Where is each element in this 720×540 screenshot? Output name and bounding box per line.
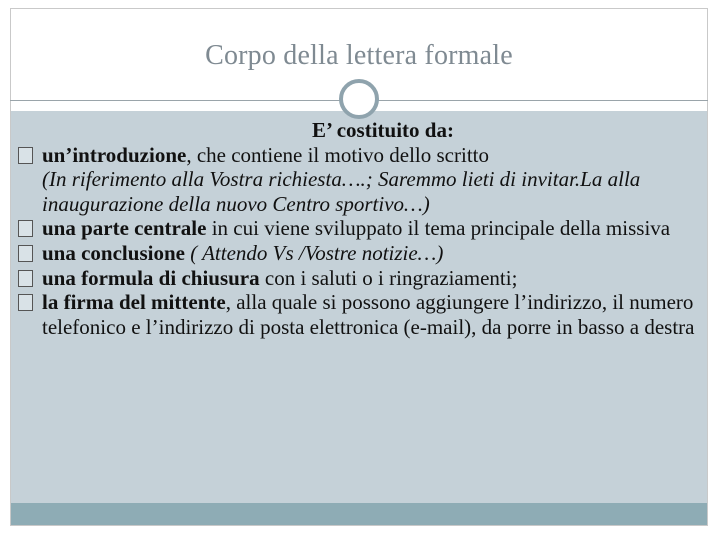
list-item-parte-centrale <box>18 216 698 241</box>
bullet-icon <box>18 270 33 287</box>
bullet-icon <box>18 245 33 262</box>
item-text: con i saluti o i ringraziamenti; <box>259 265 518 290</box>
list-item-firma <box>18 290 698 339</box>
bottom-band <box>11 503 707 525</box>
item-text: in cui viene sviluppato il tema principale della missiva <box>206 216 671 241</box>
list-item-introduzione <box>18 143 698 217</box>
bullet-icon <box>18 294 33 311</box>
item-term: una conclusione <box>42 240 185 265</box>
content-heading: E’ costituito da: <box>312 118 454 142</box>
item-term: una formula di chiusura <box>42 265 260 290</box>
slide-title: Corpo della lettera formale <box>205 40 513 71</box>
list-item-conclusione <box>18 241 698 266</box>
bullet-icon <box>18 220 33 237</box>
slide-body <box>18 118 698 339</box>
item-text: , alla quale si possono aggiungere l’indirizzo, il numero telefonico e l’indirizzo di posta elettronica (e-mail), da porre in basso a destra <box>42 290 695 339</box>
list-item-formula-chiusura <box>18 266 698 291</box>
item-example: ( Attendo Vs /Vostre notizie…) <box>184 240 444 265</box>
bullet-icon <box>18 147 33 164</box>
item-term: la firma del mittente <box>42 290 226 315</box>
item-text: , che contiene il motivo dello scritto <box>186 142 490 167</box>
item-term: un’introduzione <box>42 142 187 167</box>
item-example: (In riferimento alla Vostra richiesta….; Saremmo lieti di invitar.La alla inaugurazione della nuovo Centro sportivo…) <box>42 167 641 216</box>
circle-ornament-icon <box>339 79 379 119</box>
item-term: una parte centrale <box>42 216 207 241</box>
